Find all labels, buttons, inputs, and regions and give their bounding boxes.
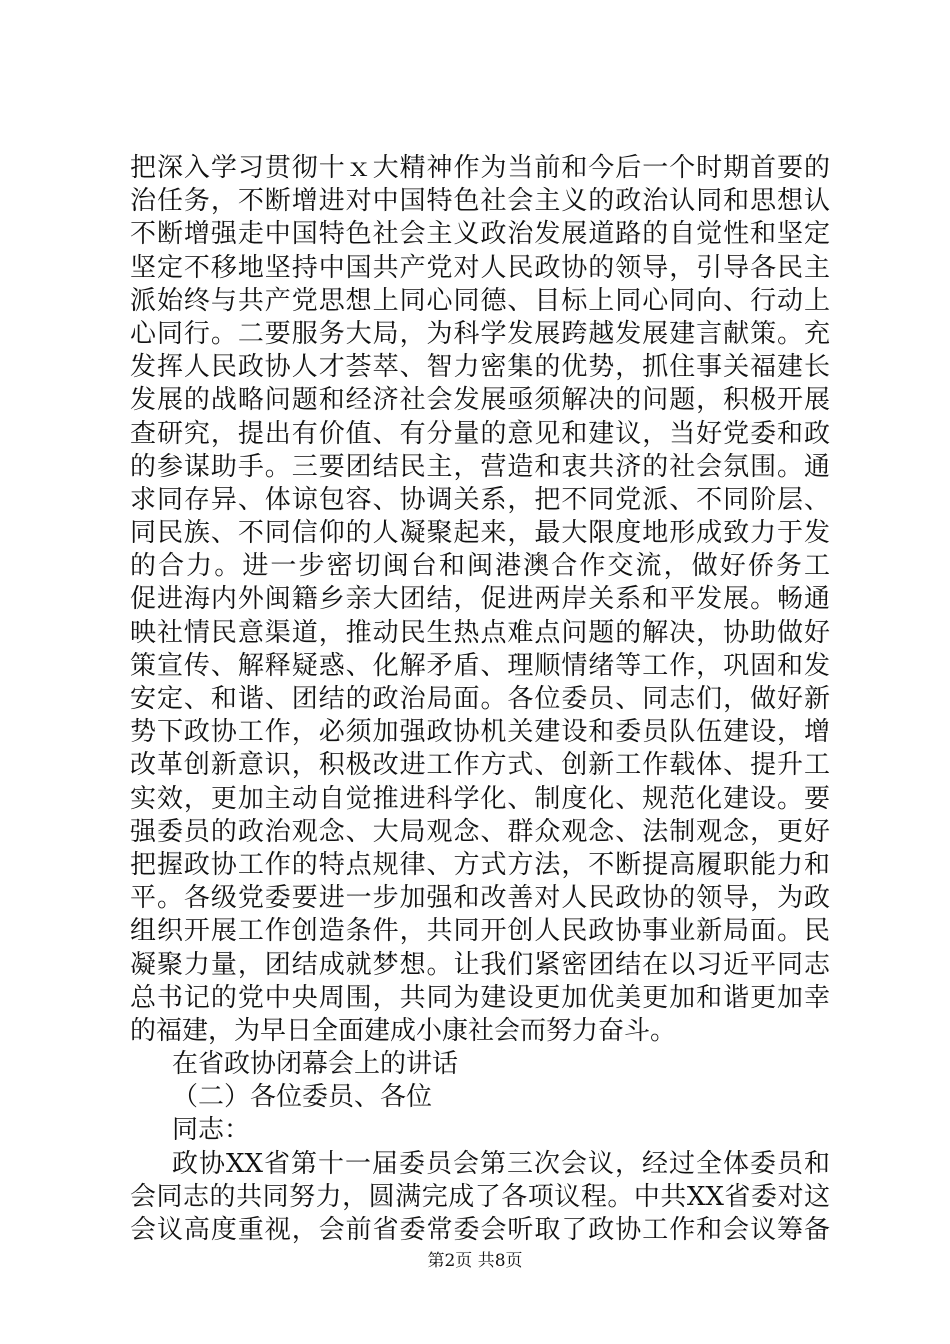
text-line: 把深入学习贯彻十ｘ大精神作为当前和今后一个时期首要的 <box>130 153 830 183</box>
text-line: 把握政协工作的特点规律、方式方法，不断提高履职能力和 <box>130 849 830 880</box>
text-line: 安定、和谐、团结的政治局面。各位委员、同志们，做好新 <box>130 684 830 714</box>
text-line: 坚定不移地坚持中国共产党对人民政协的领导，引导各民主 <box>130 252 830 283</box>
text-line: 求同存异、体谅包容、协调关系，把不同党派、不同阶层、 <box>130 484 830 515</box>
text-line: 同志： <box>172 1115 251 1146</box>
text-line: 发挥人民政协人才荟萃、智力密集的优势，抓住事关福建长 <box>130 352 830 383</box>
text-line: 的福建，为早日全面建成小康社会而努力奋斗。 <box>130 1015 677 1046</box>
text-line: （二）各位委员、各位 <box>172 1082 433 1113</box>
text-line: 总书记的党中央周围，共同为建设更加优美更加和谐更加幸 <box>130 982 830 1013</box>
text-line: 势下政协工作，必须加强政协机关建设和委员队伍建设，增 <box>130 717 830 748</box>
text-line: 映社情民意渠道，推动民生热点难点问题的解决，协助做好 <box>130 617 830 648</box>
text-line: 查研究，提出有价值、有分量的意见和建议，当好党委和政 <box>130 418 830 449</box>
page-number-footer: 第2页 共8页 <box>427 1251 523 1271</box>
text-line: 不断增强走中国特色社会主义政治发展道路的自觉性和坚定 <box>130 219 830 250</box>
text-line: 心同行。二要服务大局，为科学发展跨越发展建言献策。充 <box>130 318 830 349</box>
text-line: 凝聚力量，团结成就梦想。让我们紧密团结在以习近平同志 <box>130 949 830 980</box>
text-line: 的合力。进一步密切闽台和闽港澳合作交流，做好侨务工 <box>130 551 830 582</box>
text-line: 的参谋助手。三要团结民主，营造和衷共济的社会氛围。通 <box>130 451 830 482</box>
text-line: 组织开展工作创造条件，共同开创人民政协事业新局面。民 <box>130 916 830 947</box>
text-line: 治任务，不断增进对中国特色社会主义的政治认同和思想认 <box>130 186 830 217</box>
text-line: 派始终与共产党思想上同心同德、目标上同心同向、行动上 <box>130 285 830 316</box>
text-line: 政协XX省第十一届委员会第三次会议，经过全体委员和 <box>172 1148 830 1179</box>
text-line: 会议高度重视，会前省委常委会听取了政协工作和会议筹备 <box>130 1215 830 1245</box>
text-line: 发展的战略问题和经济社会发展亟须解决的问题，积极开展 <box>130 385 830 416</box>
text-line: 平。各级党委要进一步加强和改善对人民政协的领导，为政 <box>130 883 830 914</box>
text-line: 改革创新意识，积极改进工作方式、创新工作载体、提升工 <box>130 750 830 781</box>
text-line: 同民族、不同信仰的人凝聚起来，最大限度地形成致力于发 <box>130 518 830 549</box>
text-line: 实效，更加主动自觉推进科学化、制度化、规范化建设。要 <box>130 783 830 814</box>
text-line: 促进海内外闽籍乡亲大团结，促进两岸关系和平发展。畅通 <box>130 584 830 615</box>
text-line: 在省政协闭幕会上的讲话 <box>172 1049 459 1080</box>
body-text <box>130 152 830 1247</box>
text-line: 策宣传、解释疑惑、化解矛盾、理顺情绪等工作，巩固和发 <box>130 650 830 681</box>
text-line: 强委员的政治观念、大局观念、群众观念、法制观念，更好 <box>130 816 830 847</box>
text-line: 会同志的共同努力，圆满完成了各项议程。中共XX省委对这 <box>130 1181 830 1212</box>
